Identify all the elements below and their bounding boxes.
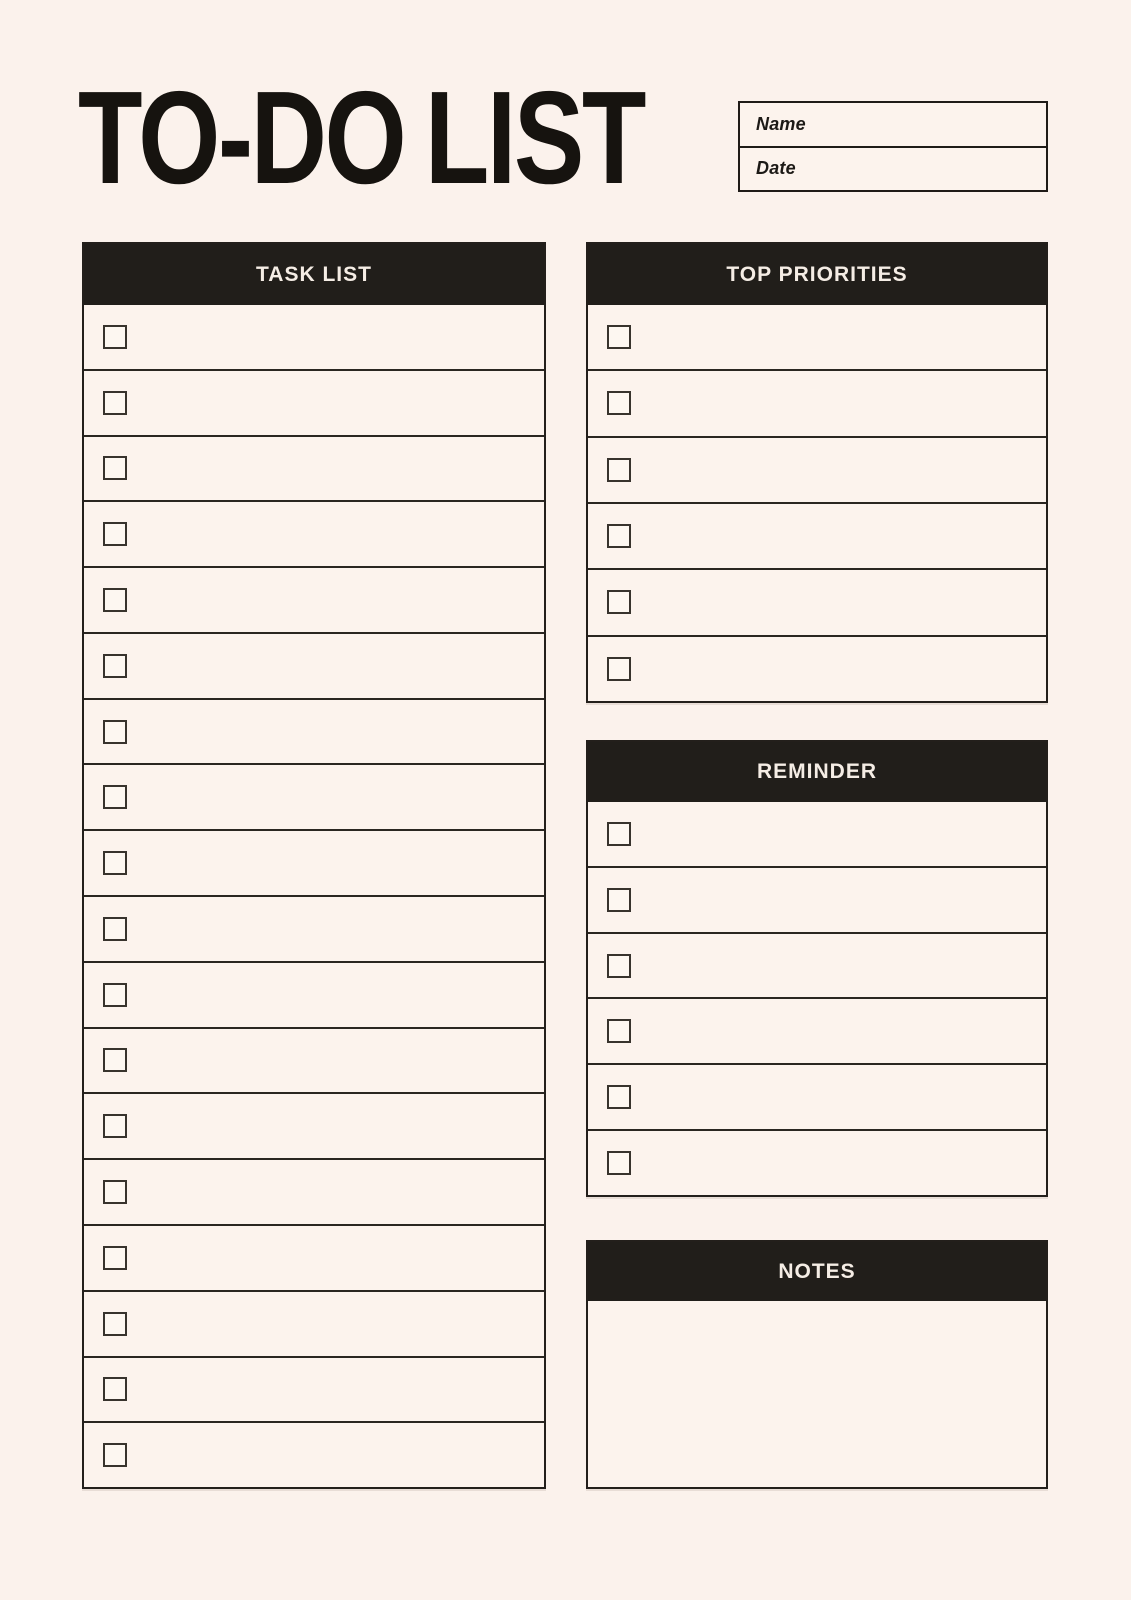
task-list-section — [82, 242, 546, 1489]
notes-header — [588, 1242, 1046, 1301]
date-field-row — [740, 146, 1046, 191]
task-checkbox[interactable] — [103, 785, 127, 809]
reminder-entry-line[interactable] — [631, 999, 1046, 1063]
task-row[interactable] — [84, 698, 544, 764]
task-row[interactable] — [84, 369, 544, 435]
priority-checkbox[interactable] — [607, 590, 631, 614]
task-row[interactable] — [84, 305, 544, 369]
top-priorities-rows — [588, 305, 1046, 701]
task-row[interactable] — [84, 435, 544, 501]
task-checkbox[interactable] — [103, 391, 127, 415]
name-field-row — [740, 103, 1046, 146]
task-checkbox[interactable] — [103, 654, 127, 678]
name-input[interactable] — [806, 103, 1046, 146]
task-entry-line[interactable] — [127, 765, 544, 829]
task-entry-line[interactable] — [127, 371, 544, 435]
reminder-checkbox[interactable] — [607, 888, 631, 912]
task-row[interactable] — [84, 1224, 544, 1290]
task-checkbox[interactable] — [103, 325, 127, 349]
task-row[interactable] — [84, 1092, 544, 1158]
reminder-row[interactable] — [588, 1129, 1046, 1195]
priority-entry-line[interactable] — [631, 504, 1046, 568]
top-priorities-title: TOP PRIORITIES — [726, 262, 908, 286]
reminder-checkbox[interactable] — [607, 822, 631, 846]
reminder-row[interactable] — [588, 1063, 1046, 1129]
priority-row[interactable] — [588, 369, 1046, 435]
task-row[interactable] — [84, 1158, 544, 1224]
task-checkbox[interactable] — [103, 720, 127, 744]
reminder-checkbox[interactable] — [607, 1085, 631, 1109]
task-row[interactable] — [84, 829, 544, 895]
priority-checkbox[interactable] — [607, 657, 631, 681]
task-row[interactable] — [84, 763, 544, 829]
reminder-title: REMINDER — [756, 760, 877, 783]
priority-entry-line[interactable] — [631, 637, 1046, 701]
top-priorities-header — [588, 244, 1046, 305]
priority-row[interactable] — [588, 635, 1046, 701]
task-row[interactable] — [84, 566, 544, 632]
priority-entry-line[interactable] — [631, 438, 1046, 502]
reminder-row[interactable] — [588, 997, 1046, 1063]
task-row[interactable] — [84, 1421, 544, 1487]
reminder-row[interactable] — [588, 866, 1046, 932]
task-entry-line[interactable] — [127, 831, 544, 895]
reminder-checkbox[interactable] — [607, 1019, 631, 1043]
reminder-entry-line[interactable] — [631, 1065, 1046, 1129]
notes-section — [586, 1240, 1048, 1489]
priority-row[interactable] — [588, 568, 1046, 634]
task-row[interactable] — [84, 961, 544, 1027]
task-entry-line[interactable] — [127, 502, 544, 566]
task-checkbox[interactable] — [103, 1443, 127, 1467]
task-list-header — [84, 244, 544, 305]
task-entry-line[interactable] — [127, 634, 544, 698]
priority-checkbox[interactable] — [607, 391, 631, 415]
reminder-checkbox[interactable] — [607, 954, 631, 978]
task-entry-line[interactable] — [127, 963, 544, 1027]
top-priorities-section — [586, 242, 1048, 703]
task-checkbox[interactable] — [103, 522, 127, 546]
task-checkbox[interactable] — [103, 1246, 127, 1270]
reminder-header — [588, 742, 1046, 802]
priority-row[interactable] — [588, 305, 1046, 369]
task-entry-line[interactable] — [127, 305, 544, 369]
task-checkbox[interactable] — [103, 851, 127, 875]
task-entry-line[interactable] — [127, 1094, 544, 1158]
task-entry-line[interactable] — [127, 1226, 544, 1290]
priority-entry-line[interactable] — [631, 570, 1046, 634]
task-checkbox[interactable] — [103, 456, 127, 480]
priority-checkbox[interactable] — [607, 524, 631, 548]
task-entry-line[interactable] — [127, 1292, 544, 1356]
notes-title: NOTES — [778, 1259, 856, 1283]
page-title: TO-DO LIST — [78, 64, 645, 211]
task-checkbox[interactable] — [103, 1377, 127, 1401]
reminder-entry-line[interactable] — [631, 1131, 1046, 1195]
reminder-entry-line[interactable] — [631, 868, 1046, 932]
task-entry-line[interactable] — [127, 1029, 544, 1093]
priority-checkbox[interactable] — [607, 458, 631, 482]
task-entry-line[interactable] — [127, 1358, 544, 1422]
priority-row[interactable] — [588, 502, 1046, 568]
task-row[interactable] — [84, 632, 544, 698]
task-row[interactable] — [84, 1027, 544, 1093]
task-entry-line[interactable] — [127, 437, 544, 501]
task-checkbox[interactable] — [103, 588, 127, 612]
task-entry-line[interactable] — [127, 700, 544, 764]
task-row[interactable] — [84, 1290, 544, 1356]
reminder-row[interactable] — [588, 802, 1046, 866]
reminder-entry-line[interactable] — [631, 934, 1046, 998]
task-checkbox[interactable] — [103, 1180, 127, 1204]
task-list-rows — [84, 305, 544, 1487]
reminder-checkbox[interactable] — [607, 1151, 631, 1175]
priority-entry-line[interactable] — [631, 305, 1046, 369]
task-checkbox[interactable] — [103, 1114, 127, 1138]
task-list-title: TASK LIST — [256, 262, 372, 286]
notes-body[interactable] — [588, 1301, 1046, 1487]
task-entry-line[interactable] — [127, 568, 544, 632]
task-entry-line[interactable] — [127, 1160, 544, 1224]
reminder-section — [586, 740, 1048, 1197]
date-label: Date — [756, 158, 796, 179]
reminder-entry-line[interactable] — [631, 802, 1046, 866]
task-entry-line[interactable] — [127, 1423, 544, 1487]
task-row[interactable] — [84, 895, 544, 961]
task-checkbox[interactable] — [103, 1312, 127, 1336]
task-checkbox[interactable] — [103, 917, 127, 941]
reminder-rows — [588, 802, 1046, 1195]
task-checkbox[interactable] — [103, 983, 127, 1007]
task-row[interactable] — [84, 500, 544, 566]
task-checkbox[interactable] — [103, 1048, 127, 1072]
priority-entry-line[interactable] — [631, 371, 1046, 435]
name-label: Name — [756, 113, 806, 134]
date-input[interactable] — [796, 148, 1046, 191]
reminder-row[interactable] — [588, 932, 1046, 998]
priority-checkbox[interactable] — [607, 325, 631, 349]
name-date-box — [738, 101, 1048, 192]
task-row[interactable] — [84, 1356, 544, 1422]
priority-row[interactable] — [588, 436, 1046, 502]
task-entry-line[interactable] — [127, 897, 544, 961]
